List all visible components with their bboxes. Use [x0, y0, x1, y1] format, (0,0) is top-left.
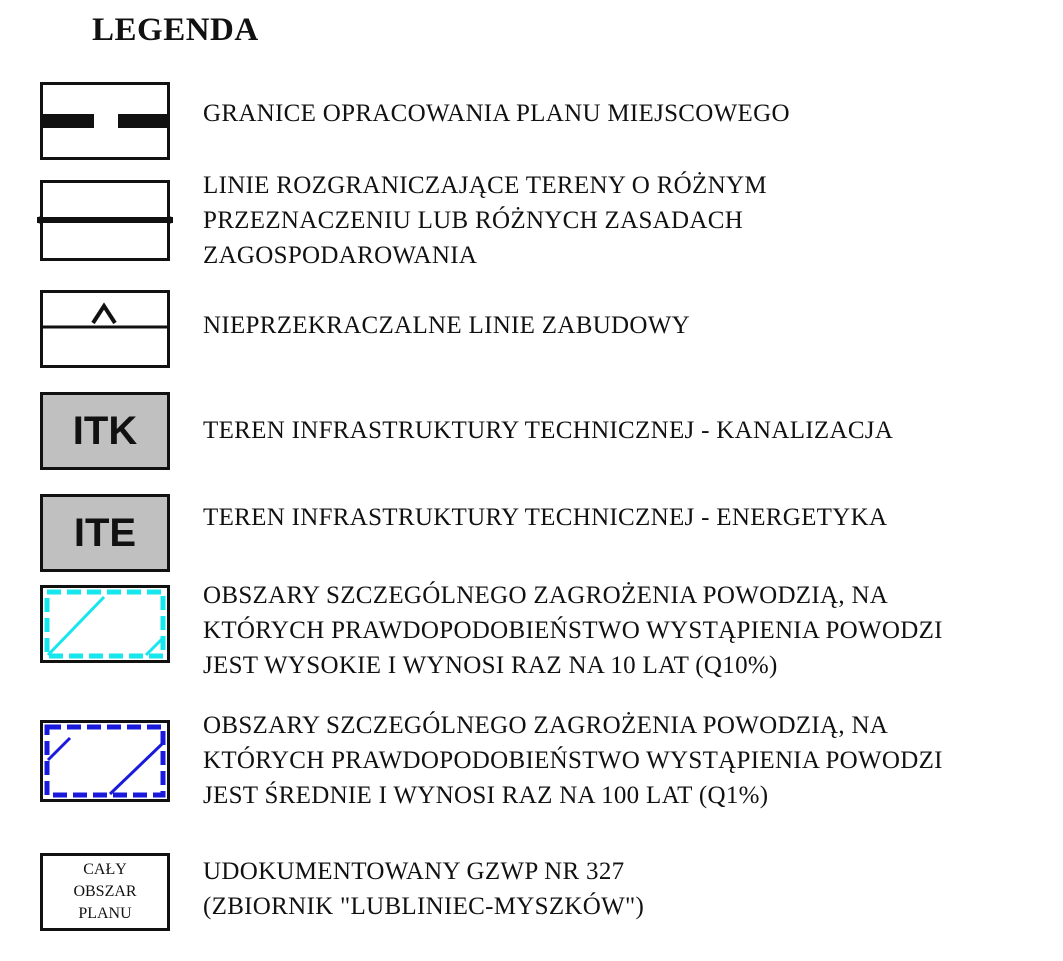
itk-label: TEREN INFRASTRUKTURY TECHNICZNEJ - KANALIZACJA — [203, 417, 894, 444]
gzwp-label: UDOKUMENTOWANY GZWP NR 327 (ZBIORNIK "LUBLINIEC-MYSZKÓW") — [203, 858, 645, 920]
ite-label: TEREN INFRASTRUKTURY TECHNICZNEJ - ENERGETYKA — [203, 504, 888, 531]
flood-q10-label: OBSZARY SZCZEGÓLNEGO ZAGROŻENIA POWODZIĄ, NA KTÓRYCH PRAWDOPODOBIEŃSTWO WYSTĄPIENIA POWODZI JEST WYSOKIE I WYNOSI RAZ NA 10 LAT (Q10%) — [203, 582, 943, 679]
flood-q1-label: OBSZARY SZCZEGÓLNEGO ZAGROŻENIA POWODZIĄ, NA KTÓRYCH PRAWDOPODOBIEŃSTWO WYSTĄPIENIA POWODZI JEST ŚREDNIE I WYNOSI RAZ NA 100 LAT (Q1%) — [203, 712, 943, 809]
flood-q10-symbol — [40, 585, 170, 663]
plan-boundary-symbol — [40, 82, 170, 160]
building-line-label: NIEPRZEKRACZALNE LINIE ZABUDOWY — [203, 312, 691, 339]
building-line-symbol — [40, 290, 170, 368]
ite-code-box: ITE — [40, 494, 170, 572]
legend-title: LEGENDA — [92, 12, 259, 48]
flood-q1-symbol — [40, 720, 170, 802]
itk-code-box: ITK — [40, 392, 170, 470]
plan-boundary-label: GRANICE OPRACOWANIA PLANU MIEJSCOWEGO — [203, 100, 790, 127]
separating-line-symbol — [40, 180, 170, 262]
gzwp-box: CAŁY OBSZAR PLANU — [40, 853, 170, 931]
separating-line-label: LINIE ROZGRANICZAJĄCE TERENY O RÓŻNYM PRZEZNACZENIU LUB RÓŻNYCH ZASADACH ZAGOSPODAROWANIA — [203, 172, 767, 269]
